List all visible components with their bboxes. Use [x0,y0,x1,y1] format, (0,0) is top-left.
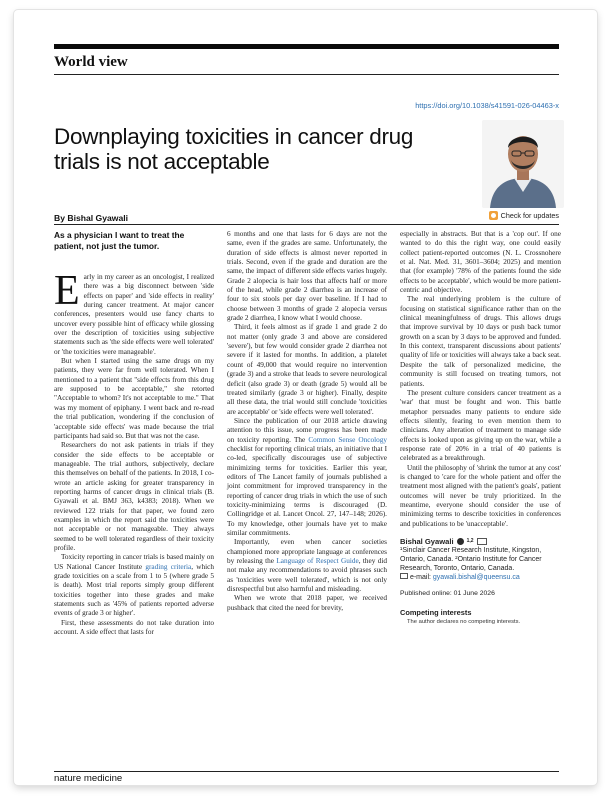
author-affiliations: ¹Sinclair Cancer Research Institute, Kingston, Ontario, Canada. ²Ontario Institute for Cancer Research, Toronto, Ontario, Canada. [400,547,542,572]
author-email-line: e-mail: gyawali.bishal@queensu.ca [400,573,561,582]
drop-cap: E [54,268,80,314]
language-of-respect-link[interactable]: Language of Respect Guide [276,557,359,566]
published-date: Published online: 01 June 2026 [400,590,495,597]
paragraph: 6 months and one that lasts for 6 days are not the same, even if the grades are same. Unfortunately, the duration of side effects is almost never reported in trials. Second, even if the grade and duration are the same, the impact of different side effects varies hugely. Grade 2 alopecia is hair loss that affects half or more of the head, while grade 2 diarrhea is an increase of four to six stools per day over baseline. If I had to choose between 3 months of grade 2 alopecia versus grade 2 diarrhea, I know what I would choose. [227,230,387,323]
column-2 [227,230,387,613]
competing-interests-heading: Competing interests [400,608,472,618]
paragraph: But when I started using the same drugs on my patients, they were far from well tolerated. When I mentioned to a patient that "side effects from this drug are supposed to be acceptable," she retorted "Acceptable to whom? It's not acceptable to me." That was my moment of epiphany. I went back and re-read the trial publication, wondering if the conclusion of 'acceptable side effects' was made because the trial participants had said so. But that was not the case. [54,357,214,440]
journal-logo: nature medicine [54,773,123,784]
paragraph: Toxicity reporting in cancer trials is based mainly on US National Cancer Institute grading criteria, which grade toxicities on a scale from 1 to 5 (where grade 5 is death). Most trial reports simply group different toxicities together into these grades and make statements such as '45% of patients reported adverse events of grade 3 or higher'. [54,553,215,618]
doi-link[interactable]: https://doi.org/10.1038/s41591-026-04463-x [415,101,559,110]
check-updates-label: Check for updates [500,211,559,220]
author-info [400,537,561,582]
author-name: Bishal Gyawali [400,537,454,546]
paragraph: especially in abstracts. But that is a 'cop out'. If one wanted to do this the right way, one could easily collect patient-reported outcomes (N. L. Crossnohere et al. Nat. Med. 31, 3601–3604; 2025) and mention that (for example) '78% of the patients found the side effects to be acceptable', which would be more patient-centric and objective. [400,230,561,295]
author-portrait-image [482,120,564,208]
article-title: Downplaying toxicities in cancer drug trials is not acceptable [54,124,414,174]
common-sense-oncology-link[interactable]: Common Sense Oncology [308,435,387,444]
paragraph: Researchers do not ask patients in trials if they consider the side effects to be acceptable or manageable. The trial authors, subjectively, declare this themselves on behalf of the patients. In 2018, I co-wrote an article asking for greater transparency in reporting harms of cancer drugs in clinical trials (B. Gyawali et al. BMJ 363, k4383; 2018). When we reviewed 122 trials for that paper, we found zero examples in which the report said the toxicities were not acceptable or not manageable. They always seemed to be well tolerated regardless of their toxicity profile. [54,441,214,552]
author-superscripts: 1,2 [466,538,474,544]
paragraph: When we wrote that 2018 paper, we received pushback that cited the need for brevity, [227,594,387,612]
mail-icon [400,573,408,579]
paragraph: The real underlying problem is the culture of focusing on statistical significance rather than on the clinical meaningfulness of drugs. This allows drugs that improve survival by 10 days or push back tumor growth on a scan by 3 days to be approved and funded. In this context, transparent discussions about patients' quality of life or toxicities will always take a back seat. Despite the talk of personalized medicine, the community is still focused on treating tumors, not patients. [400,295,561,388]
paragraph: Until the philosophy of 'shrink the tumor at any cost' is changed to 'care for the whole patient and offer the treatment most aligned with the patient's goals', patient outcomes will never be truly prioritized. In the meantime, everyone should consider the use of minimizing terms to describe toxicities in conferences and publications to be 'unacceptable'. [400,463,561,528]
check-updates-button[interactable] [489,211,559,220]
paragraph: Early in my career as an oncologist, I realized there was a big disconnect between 'side effects on paper' and 'side effects in reality' during cancer treatment. At major cancer conferences, presenters would use fancy charts to uncover every possible hint of efficacy while glossing over the description of toxicities using subjective statements such as 'the side effects were well tolerated' or 'the toxicities were manageable'. [54,268,214,356]
competing-interests-text: The author declares no competing interests. [407,618,521,625]
standfirst: As a physician I want to treat the patient, not just the tumor. [54,230,185,251]
section-label: World view [54,54,128,70]
orcid-icon[interactable] [457,538,464,545]
mail-icon[interactable] [477,538,487,545]
grading-criteria-link[interactable]: grading criteria [145,562,192,571]
byline: By Bishal Gyawali [54,213,129,223]
divider [54,771,559,772]
paragraph: The present culture considers cancer treatment as a 'war' that must be fought and won. This battle metaphor persuades many patients to endure side effects silently, fearing to even mention them to clinicians. Any alteration of treatment to manage side effects is looked upon as giving up on the war, while a response rate of 20% in a trial of 40 patients is celebrated as a breakthrough. [400,388,561,463]
article-page [14,10,597,785]
paragraph: First, these assessments do not take duration into account. A side effect that lasts for [54,618,214,637]
author-photo [482,120,564,208]
paragraph: Importantly, even when cancer societies championed more appropriate language at conferences by releasing the Language of Respect Guide, they did not make any recommendations to avoid phrases such as 'toxicities were well tolerated', which is not only disrespectful but also harmful and misleading. [227,538,388,594]
author-name-line [400,537,561,546]
paragraph: Since the publication of our 2018 article drawing attention to this issue, some progress has been made on toxicity reporting. The Common Sense Oncology checklist for reporting clinical trials, an initiative that I co-led, specifically discourages use of subjective minimizing terms for toxicities. Earlier this year, editors of The Lancet family of journals published a joint commitment for improved transparency in the reporting of cancer drug trials in which the use of such toxicity-minimizing terms is discouraged (D. Collingridge et al. Lancet Oncol. 27, 147–148; 2026). To my knowledge, other journals have yet to make similar commitments. [227,416,387,537]
column-3 [400,230,561,627]
author-email-link[interactable]: gyawali.bishal@queensu.ca [432,574,520,581]
header-rule [54,44,559,49]
check-updates-icon [489,211,498,220]
column-1 [54,230,214,637]
divider [54,74,559,75]
paragraph: Third, it feels almost as if grade 1 and grade 2 do not matter (only grade 3 and above are considered 'severe'), but few would consider grade 2 diarrhea not severe if it lasted for months. In addition, a platelet count of 49,000 that would require no intervention (grade 3) and a stroke that leads to severe neurological deficit (also grade 3) or death (grade 5) would all be treated similarly (grade 3 or higher). Finally, despite all these data, the trial would still conclude 'toxicities are acceptable' or 'side effects were well tolerated'. [227,323,387,416]
divider [54,224,559,225]
